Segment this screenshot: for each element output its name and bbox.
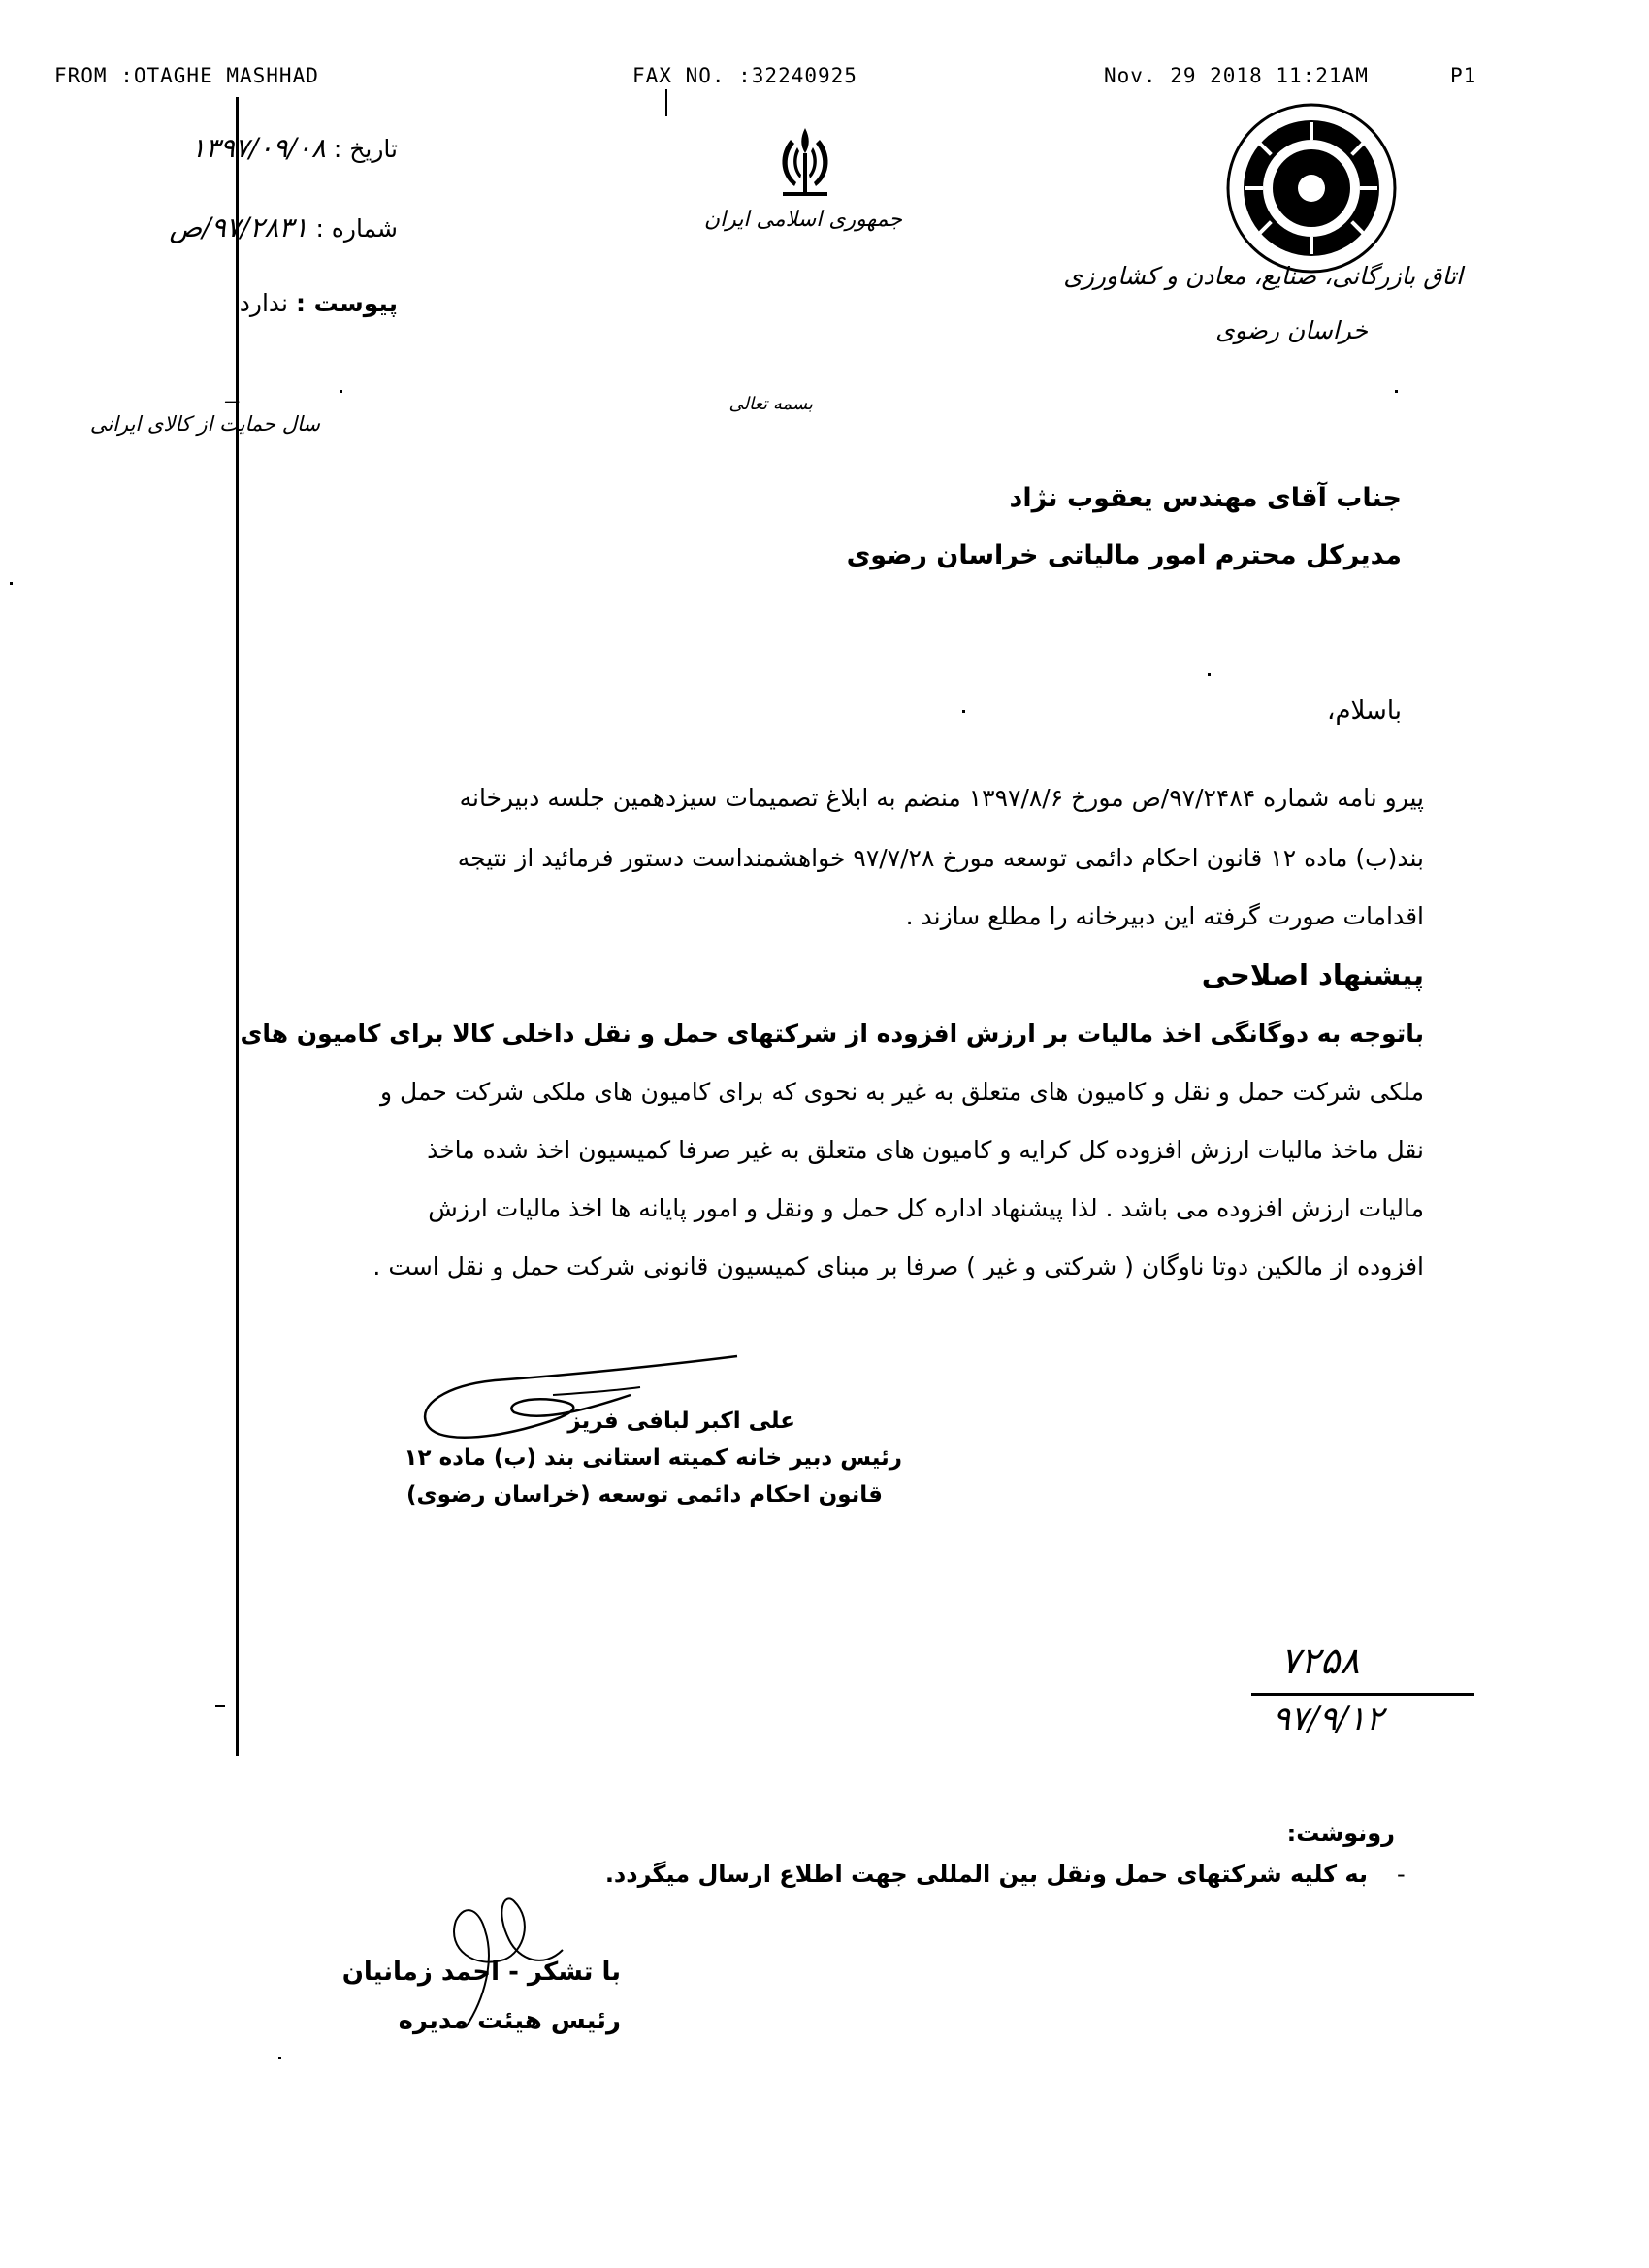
fax-number: FAX NO. :32240925 bbox=[632, 64, 857, 87]
body-line-1: پیرو نامه شماره ۹۷/۲۴۸۴/ص مورخ ۱۳۹۷/۸/۶ منضم به ابلاغ تصمیمات سیزدهمین جلسه دبیرخانه bbox=[459, 784, 1424, 812]
signature1-scribble bbox=[407, 1337, 757, 1453]
cc-label: رونوشت: bbox=[1286, 1820, 1395, 1847]
date-label: تاریخ : bbox=[333, 135, 398, 163]
cc-bullet: - bbox=[1397, 1861, 1406, 1888]
body-line-2: بند(ب) ماده ۱۲ قانون احکام دائمی توسعه مورخ ۹۷/۷/۲۸ خواهشمنداست دستور فرمائید از نتیجه bbox=[457, 844, 1424, 872]
org-name-line1: اتاق بازرگانی، صنایع، معادن و کشاورزی bbox=[1063, 262, 1463, 290]
iran-emblem-icon bbox=[771, 124, 839, 200]
signature2-line2: رئیس هیئت مدیره bbox=[398, 2006, 621, 2035]
org-name-line2: خراسان رضوی bbox=[1215, 316, 1368, 344]
signature1-name: علی اکبر لبافی فریز bbox=[567, 1409, 795, 1434]
bismillah: بسمه تعالی bbox=[728, 394, 813, 414]
attachment-label: پیوست : bbox=[295, 289, 398, 317]
scan-mark bbox=[665, 89, 667, 116]
margin-note: سال حمایت از کالای ایرانی bbox=[89, 412, 320, 436]
speck bbox=[1395, 390, 1398, 393]
number-value: ۹۷/۲۸۳۱/ص bbox=[169, 211, 308, 243]
proposal-line-5: افزوده از مالکین دوتا ناوگان ( شرکتی و غیر ) صرفا بر مبنای کمیسیون قانونی شرکت حمل و نقل است . bbox=[372, 1252, 1424, 1280]
proposal-line-4: مالیات ارزش افزوده می باشد . لذا پیشنهاد اداره کل حمل و ونقل و امور پایانه ها اخذ مالیات ارزش bbox=[428, 1194, 1424, 1222]
proposal-line-1: باتوجه به دوگانگی اخذ مالیات بر ارزش افزوده از شرکتهای حمل و نقل داخلی کالا برای کامیون های bbox=[240, 1020, 1424, 1048]
date-value: ۱۳۹۷/۰۹/۰۸ bbox=[190, 132, 326, 164]
registration-date: ۹۷/۹/۱۲ bbox=[1273, 1700, 1384, 1738]
fax-from: FROM :OTAGHE MASHHAD bbox=[54, 64, 319, 87]
cc-item: به کلیه شرکتهای حمل ونقل بین المللی جهت اطلاع ارسال میگردد. bbox=[604, 1861, 1368, 1888]
registration-number: ۷۲۵۸ bbox=[1280, 1639, 1360, 1682]
speck bbox=[340, 390, 342, 393]
number-row bbox=[170, 211, 398, 243]
margin-scribble: ـــ bbox=[225, 388, 240, 406]
scan-line bbox=[236, 97, 239, 1756]
proposal-heading: پیشنهاد اصلاحی bbox=[1201, 958, 1424, 991]
speck bbox=[1208, 673, 1211, 676]
greeting: باسلام، bbox=[1327, 697, 1402, 726]
speck bbox=[962, 710, 965, 713]
emblem-caption: جمهوری اسلامی ایران bbox=[703, 208, 902, 232]
speck bbox=[278, 2057, 281, 2059]
attachment-row bbox=[240, 289, 398, 317]
attachment-value: ندارد bbox=[239, 289, 289, 317]
chamber-seal-icon bbox=[1224, 101, 1399, 275]
fax-page-number: P1 bbox=[1450, 64, 1477, 87]
date-row bbox=[191, 132, 398, 164]
proposal-line-3: نقل ماخذ مالیات ارزش افزوده کل کرایه و کامیون های متعلق به غیر صرفا کمیسیون اخذ شده ماخذ bbox=[427, 1136, 1424, 1164]
recipient-line2: مدیرکل محترم امور مالیاتی خراسان رضوی bbox=[846, 540, 1402, 570]
signature2-line1: با تشکر - احمد زمانیان bbox=[341, 1958, 621, 1987]
speck bbox=[10, 582, 13, 585]
recipient-line1: جناب آقای مهندس یعقوب نژاد bbox=[1009, 483, 1402, 513]
registration-divider bbox=[1251, 1693, 1474, 1696]
scan-tick bbox=[215, 1705, 225, 1707]
number-label: شماره : bbox=[315, 214, 398, 243]
signature1-title-2: قانون احکام دائمی توسعه (خراسان رضوی) bbox=[405, 1482, 883, 1507]
body-line-3: اقدامات صورت گرفته این دبیرخانه را مطلع سازند . bbox=[905, 902, 1424, 930]
signature1-title-1: رئیس دبیر خانه کمیته استانی بند (ب) ماده ۱۲ bbox=[404, 1445, 902, 1471]
proposal-line-2: ملکی شرکت حمل و نقل و کامیون های متعلق به غیر به نحوی که برای کامیون های ملکی شرکت حمل و bbox=[380, 1078, 1424, 1106]
fax-datetime: Nov. 29 2018 11:21AM bbox=[1104, 64, 1369, 87]
